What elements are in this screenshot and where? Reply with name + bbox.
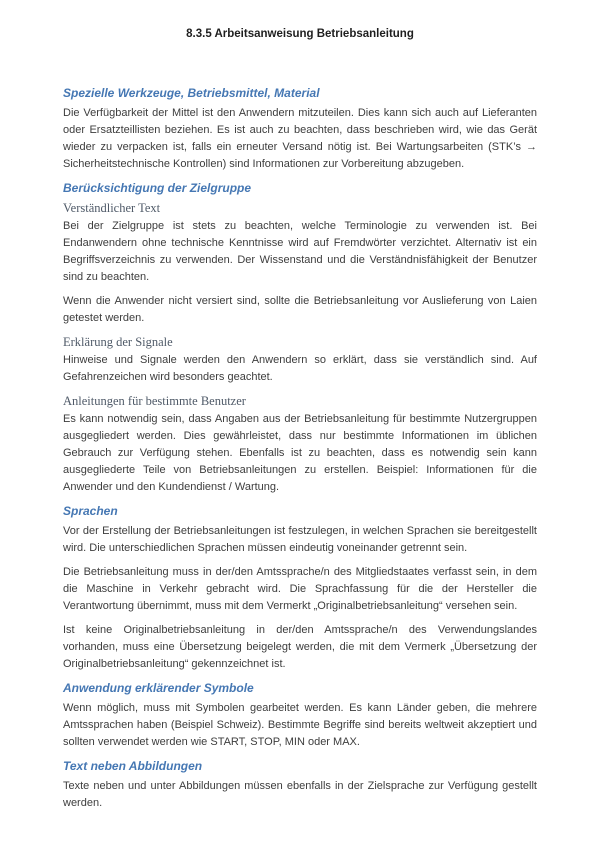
section-heading-beruecksichtigung-zielgruppe: Berücksichtigung der Zielgruppe	[63, 181, 252, 195]
subsection-heading-verstaendlicher-text: Verständlicher Text	[63, 201, 161, 215]
paragraph: Hinweise und Signale werden den Anwendern so erklärt, dass sie verständlich sind. Auf Gefahrenzeichen wird besonders geachtet.	[63, 354, 537, 383]
section-heading-text-neben-abbildungen: Text neben Abbildungen	[63, 759, 203, 773]
section-heading-spezielle-werkzeuge: Spezielle Werkzeuge, Betriebsmittel, Material	[63, 86, 320, 100]
paragraph: Es kann notwendig sein, dass Angaben aus der Betriebsanleitung für bestimmte Nutzergruppen ausgegliedert werden. Dies gewährleistet, dass nur bestimmte Informationen im üblichen Gebrauch zur Verfügung stehen. Ebenfalls ist zu beachten, dass es notwendig sein kann ausgegliederte Teile von Betriebsanleitungen zu erstellen. Beispiel: Informationen für die Anwender und den Kundendienst / Wartung.	[63, 413, 537, 493]
paragraph: Bei der Zielgruppe ist stets zu beachten, welche Terminologie zu verwenden ist. Bei Endanwendern ohne technische Kenntnisse wird auf Fremdwörter verzichtet. Alternativ ist ein Begriffsverzeichnis zu verwenden. Der Wissenstand und die Verständnisfähigkeit der Benutzer sind zu beachten.	[63, 220, 537, 283]
paragraph: Ist keine Originalbetriebsanleitung in der/den Amtssprache/n des Verwendungslandes vorhanden, muss eine Übersetzung beigelegt werden, die mit dem Vermerk „Übersetzung der Originalbetriebsanleitung“ gekennzeichnet ist.	[63, 624, 537, 670]
page-title: 8.3.5 Arbeitsanweisung Betriebsanleitung	[186, 28, 414, 40]
paragraph: Vor der Erstellung der Betriebsanleitungen ist festzulegen, in welchen Sprachen sie bereitgestellt wird. Die unterschiedlichen Sprachen müssen eindeutig voneinander getrennt sein.	[63, 525, 537, 554]
paragraph: Die Betriebsanleitung muss in der/den Amtssprache/n des Mitgliedstaates verfasst sein, in dem die Maschine in Verkehr gebracht wird. Die Sprachfassung für die der Hersteller die Verantwortung übernimmt, muss mit dem Vermerkt „Originalbetriebsanleitung“ versehen sein.	[63, 566, 537, 612]
section-heading-anwendung-erklaerender-symbole: Anwendung erklärender Symbole	[63, 681, 254, 695]
paragraph: Wenn möglich, muss mit Symbolen gearbeitet werden. Es kann Länder geben, die mehrere Amtssprachen haben (Beispiel Schweiz). Bestimmte Begriffe sind bereits weltweit akzeptiert und sollten verwendet werden wie START, STOP, MIN oder MAX.	[63, 702, 537, 748]
subsection-heading-erklaerung-der-signale: Erklärung der Signale	[63, 335, 173, 349]
paragraph: Texte neben und unter Abbildungen müssen ebenfalls in der Zielsprache zur Verfügung gestellt werden.	[63, 780, 537, 809]
paragraph: Die Verfügbarkeit der Mittel ist den Anwendern mitzuteilen. Dies kann sich auch auf Lieferanten oder Ersatzteillisten beziehen. Es ist auch zu beachten, dass beschrieben wird, wie das Gerät wieder zu verpacken ist, falls ein erneuter Versand nötig ist. Bei Wartungsarbeiten (STK’s → Sicherheitstechnische Kontrollen) sind Informationen zur Vorbereitung abzugeben.	[63, 107, 537, 170]
subsection-heading-anleitungen-bestimmte-benutzer: Anleitungen für bestimmte Benutzer	[63, 394, 246, 408]
section-heading-sprachen: Sprachen	[63, 504, 118, 518]
paragraph: Wenn die Anwender nicht versiert sind, sollte die Betriebsanleitung vor Auslieferung von Laien getestet werden.	[63, 295, 537, 324]
